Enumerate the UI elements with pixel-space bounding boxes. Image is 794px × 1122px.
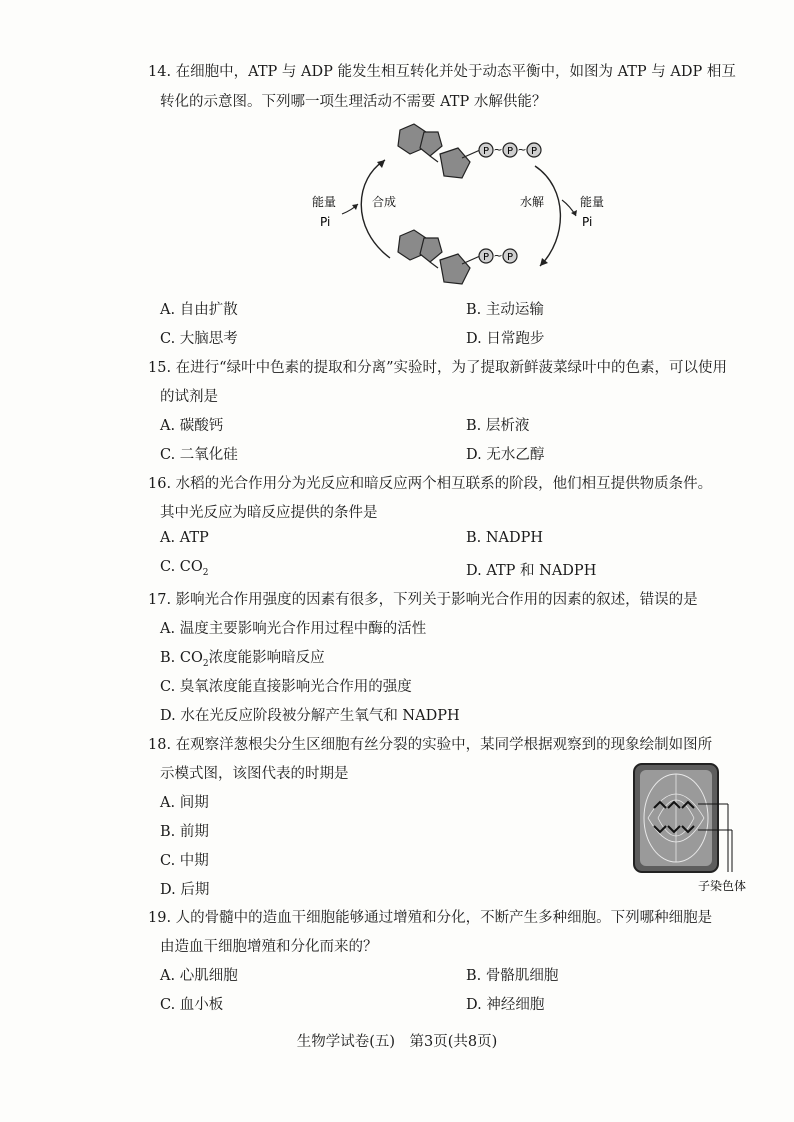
- adenine-ring-bottom-2: [420, 238, 442, 262]
- q14-option-b: B. 主动运输: [466, 302, 544, 318]
- q16-option-b: B. NADPH: [466, 530, 544, 546]
- q18-stem-line2: 示模式图，该图代表的时期是: [160, 766, 349, 782]
- q19-stem-line2: 由造血干细胞增殖和分化而来的？: [160, 939, 378, 955]
- phosphate-label: P: [482, 146, 490, 157]
- phosphate-label: P: [530, 146, 538, 157]
- q14-option-d: D. 日常跑步: [466, 331, 545, 347]
- q19-option-d: D. 神经细胞: [466, 997, 545, 1013]
- q19-option-a: A. 心肌细胞: [160, 968, 238, 984]
- q14-stem-line1: 14. 在细胞中，ATP 与 ADP 能发生相互转化并处于动态平衡中，如图为 ATP 与 ADP 相互: [148, 64, 736, 80]
- q19-option-b: B. 骨骼肌细胞: [466, 968, 559, 984]
- high-energy-bond: ~: [517, 143, 527, 156]
- q15-stem-line2: 的试剂是: [160, 389, 218, 405]
- q16-stem-line2: 其中光反应为暗反应提供的条件是: [160, 505, 378, 521]
- q17-option-c: C. 臭氧浓度能直接影响光合作用的强度: [160, 679, 412, 695]
- q19-stem-line1: 19. 人的骨髓中的造血干细胞能够通过增殖和分化，不断产生多种细胞。下列哪种细胞是: [148, 910, 713, 926]
- energy-out-label: 能量: [580, 195, 605, 209]
- atp-adp-diagram: [300, 118, 620, 298]
- cell-division-figure: [628, 760, 768, 900]
- q18-stem-line1: 18. 在观察洋葱根尖分生区细胞有丝分裂的实验中，某同学根据观察到的现象绘制如图所: [148, 737, 713, 753]
- pi-out-label: Pi: [582, 215, 593, 229]
- subscript-2: 2: [202, 658, 209, 669]
- high-energy-bond: ~: [493, 249, 503, 262]
- adenine-ring-top-2: [420, 132, 442, 156]
- q16-option-a: A. ATP: [160, 530, 209, 546]
- q14-stem-line2: 转化的示意图。下列哪一项生理活动不需要 ATP 水解供能？: [160, 94, 547, 110]
- q18-option-a: A. 间期: [160, 795, 209, 811]
- q19-option-c: C. 血小板: [160, 997, 224, 1013]
- q18-option-c: C. 中期: [160, 853, 209, 869]
- high-energy-bond: ~: [493, 143, 503, 156]
- q17-option-b-text-rest: 浓度能影响暗反应: [208, 650, 325, 666]
- q16-option-c: [160, 559, 209, 578]
- q15-option-a: A. 碳酸钙: [160, 418, 224, 434]
- hydrolysis-arc: [535, 166, 560, 266]
- pi-in-label: Pi: [320, 215, 331, 229]
- q14-option-a: A. 自由扩散: [160, 302, 238, 318]
- page-footer: 生物学试卷(五) 第3页(共8页): [296, 1034, 498, 1050]
- q17-option-d: D. 水在光反应阶段被分解产生氧气和 NADPH: [160, 708, 460, 724]
- phosphate-label: P: [506, 252, 514, 263]
- synthesis-label: 合成: [372, 195, 397, 209]
- ribose-top: [440, 148, 470, 178]
- q14-option-c: C. 大脑思考: [160, 331, 238, 347]
- q16-option-c-text: C. CO: [160, 559, 203, 575]
- synthesis-arc: [361, 160, 390, 258]
- hydrolysis-label: 水解: [520, 195, 545, 209]
- q17-option-a: A. 温度主要影响光合作用过程中酶的活性: [160, 621, 427, 637]
- phosphate-label: P: [506, 146, 514, 157]
- q18-option-d: D. 后期: [160, 882, 210, 898]
- q15-option-d: D. 无水乙醇: [466, 447, 545, 463]
- phosphate-label: P: [482, 252, 490, 263]
- q15-option-c: C. 二氧化硅: [160, 447, 238, 463]
- q15-option-b: B. 层析液: [466, 418, 530, 434]
- q17-option-b: [160, 646, 325, 669]
- ribose-bottom: [440, 254, 470, 284]
- q17-stem-line1: 17. 影响光合作用强度的因素有很多，下列关于影响光合作用的因素的叙述，错误的是: [148, 592, 698, 608]
- q15-stem-line1: 15. 在进行“绿叶中色素的提取和分离”实验时，为了提取新鲜菠菜绿叶中的色素，可以使用: [148, 360, 727, 376]
- q17-option-b-text: B. CO: [160, 650, 203, 666]
- q18-option-b: B. 前期: [160, 824, 209, 840]
- energy-in-label: 能量: [312, 195, 337, 209]
- subscript-2: 2: [202, 567, 209, 578]
- q16-option-d: D. ATP 和 NADPH: [466, 563, 597, 579]
- q16-stem-line1: 16. 水稻的光合作用分为光反应和暗反应两个相互联系的阶段，他们相互提供物质条件。: [148, 476, 713, 492]
- daughter-chromosome-label: 子染色体: [698, 879, 747, 893]
